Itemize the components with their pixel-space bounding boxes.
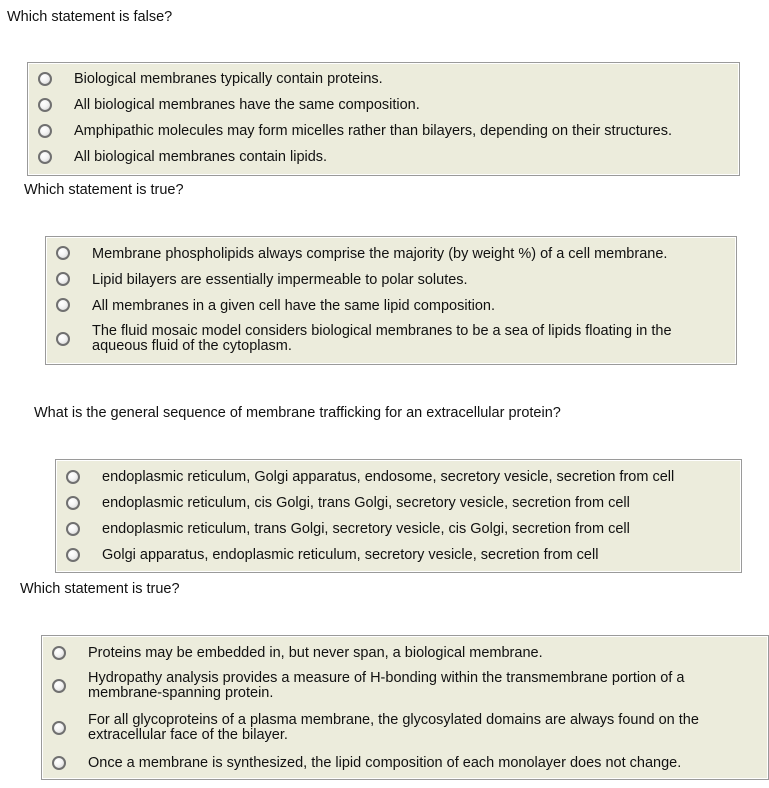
q2-option-b[interactable] [46,267,736,291]
radio-button[interactable] [56,246,70,260]
q2-option-c[interactable] [46,293,736,317]
option-label: endoplasmic reticulum, trans Golgi, secretory vesicle, cis Golgi, secretion from cell [102,521,630,537]
question-3-options [55,459,742,573]
question-4-options [41,635,769,780]
option-label: All biological membranes contain lipids. [74,149,328,165]
option-label: All biological membranes have the same composition. [74,97,420,113]
radio-button[interactable] [52,679,66,693]
option-label-line-1: For all glycoproteins of a plasma membrane, the glycosylated domains are always found on the [88,712,699,728]
q3-option-a[interactable] [56,464,741,488]
radio-button[interactable] [38,150,52,164]
radio-button[interactable] [38,72,52,86]
question-1-options [27,62,740,176]
q3-option-b[interactable] [56,490,741,514]
radio-button[interactable] [56,298,70,312]
radio-button[interactable] [66,496,80,510]
option-label-line-1: The fluid mosaic model considers biological membranes to be a sea of lipids floating in the [92,323,672,339]
option-label: endoplasmic reticulum, Golgi apparatus, endosome, secretory vesicle, secretion from cell [102,469,675,485]
option-label-line-2: membrane-spanning protein. [88,685,274,701]
option-label-line-2: aqueous fluid of the cytoplasm. [92,338,292,354]
option-label-line-1: Hydropathy analysis provides a measure of H-bonding within the transmembrane portion of a [88,670,685,686]
q3-option-d[interactable] [56,542,741,566]
option-label: Once a membrane is synthesized, the lipid composition of each monolayer does not change. [88,755,682,771]
radio-button[interactable] [52,721,66,735]
radio-button[interactable] [52,646,66,660]
radio-button[interactable] [66,522,80,536]
q2-option-a[interactable] [46,241,736,265]
radio-button[interactable] [66,548,80,562]
option-label: Golgi apparatus, endoplasmic reticulum, secretory vesicle, secretion from cell [102,547,599,563]
q4-option-b[interactable] [42,666,768,706]
option-label: Biological membranes typically contain proteins. [74,71,383,87]
q4-option-a[interactable] [42,640,768,664]
question-1-prompt: Which statement is false? [7,9,173,25]
option-label: endoplasmic reticulum, cis Golgi, trans Golgi, secretory vesicle, secretion from cell [102,495,630,511]
radio-button[interactable] [38,124,52,138]
question-4-prompt: Which statement is true? [20,581,180,597]
radio-button[interactable] [56,272,70,286]
option-label: Proteins may be embedded in, but never span, a biological membrane. [88,645,543,661]
option-label: Amphipathic molecules may form micelles rather than bilayers, depending on their structures. [74,123,672,139]
q1-option-c[interactable] [28,119,739,143]
q1-option-b[interactable] [28,93,739,117]
question-2-options [45,236,737,365]
q4-option-d[interactable] [42,750,768,774]
radio-button[interactable] [38,98,52,112]
radio-button[interactable] [56,332,70,346]
q1-option-a[interactable] [28,67,739,91]
question-3-prompt: What is the general sequence of membrane trafficking for an extracellular protein? [34,405,561,421]
q4-option-c[interactable] [42,708,768,748]
q1-option-d[interactable] [28,145,739,169]
option-label-line-2: extracellular face of the bilayer. [88,727,288,743]
q3-option-c[interactable] [56,516,741,540]
question-2-prompt: Which statement is true? [24,182,184,198]
option-label: Membrane phospholipids always comprise the majority (by weight %) of a cell membrane. [92,246,668,262]
radio-button[interactable] [66,470,80,484]
radio-button[interactable] [52,756,66,770]
q2-option-d[interactable] [46,319,736,359]
option-label: All membranes in a given cell have the same lipid composition. [92,298,495,314]
option-label: Lipid bilayers are essentially impermeable to polar solutes. [92,272,468,288]
